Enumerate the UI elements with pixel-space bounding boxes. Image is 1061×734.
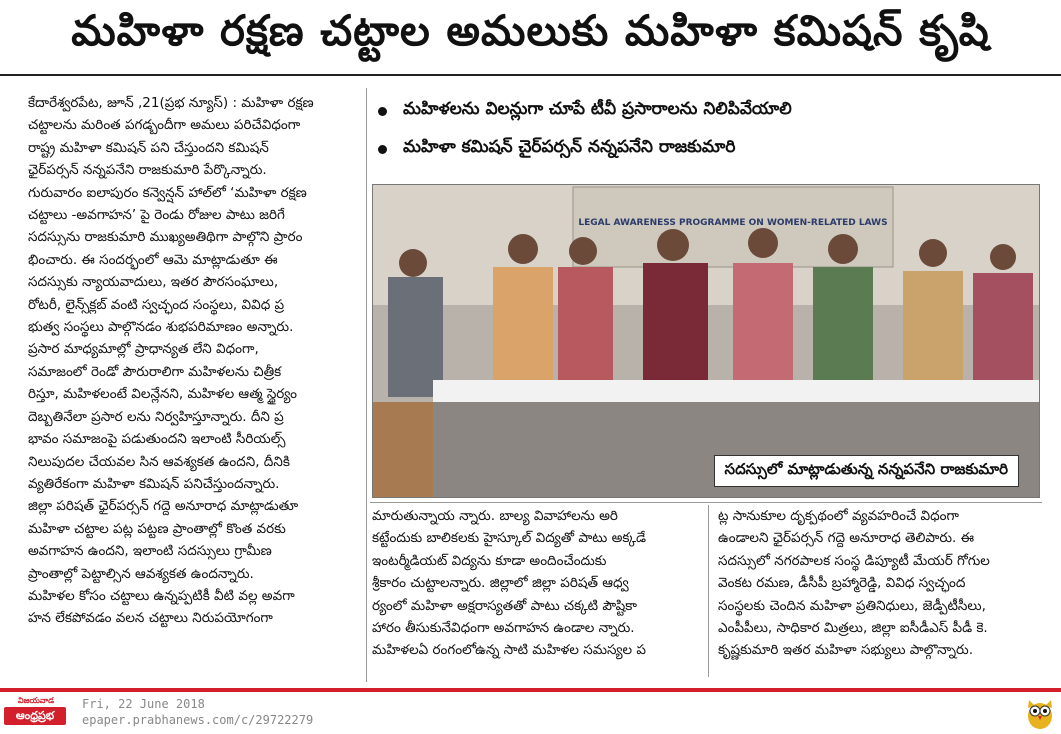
article-column-1: [28, 92, 363, 630]
bullet-item: [370, 92, 1060, 130]
edition-date: Fri, 22 June 2018: [82, 697, 205, 711]
column-divider: [366, 88, 367, 682]
text-line: అవగాహన ఉందని, ఇలాంటి సదస్సులు గ్రామీణ: [28, 543, 272, 560]
text-line: ట్ల సానుకూల దృక్పథంలో వ్యవహరించే విధంగా: [718, 508, 959, 524]
text-line: సదస్సును రాజకుమారి ముఖ్యఅతిథిగా పాల్గొని ప్రారం: [28, 229, 303, 246]
text-line: మహిళలఏ రంగంలోఉన్న సాటి మహిళల సమస్యల ప: [372, 642, 646, 659]
headline-rule: [0, 74, 1061, 76]
text-line: చట్టాలు -అవగాహన’ పై రెండు రోజుల పాటు జరిగే: [28, 207, 285, 224]
text-line: శ్రీకారం చుట్టాలన్నారు. జిల్లాలో జిల్లా పరిషత్ ఆధ్వ: [372, 575, 629, 592]
logo-title: ఆంధ్రప్రభ: [4, 707, 66, 725]
text-line: కట్టేందుకు బాలికలకు హైస్కూల్ విద్యతో పాటు అక్కడే: [372, 530, 646, 547]
text-line: రాష్ట్ర మహిళా కమిషన్ పని చేస్తుందని కమిషన్: [28, 139, 269, 156]
bullet-text: మహిళా కమిషన్ చైర్‌పర్సన్ నన్నపనేని రాజకుమారి: [403, 137, 736, 157]
column-divider: [708, 505, 709, 677]
article-column-3: [718, 505, 1040, 662]
text-line: సమాజంలో రెండో పౌరురాలిగా మహిళలను చిత్రీక: [28, 363, 282, 380]
owl-mascot-icon: [1025, 694, 1055, 730]
epaper-footer: [0, 688, 1061, 734]
photo-banner-text: LEGAL AWARENESS PROGRAMME ON WOMEN-RELATED LAWS: [578, 218, 888, 228]
text-line: భావం సమాజంపై పడుతుందని ఇలాంటి సీరియల్స్: [28, 431, 286, 448]
text-line: హారం తీసుకునేవిధంగా అవగాహన ఉండాల న్నారు.: [372, 620, 635, 637]
text-line: ఇంటర్మీడియట్ విద్యను కూడా అందించేందుకు: [372, 552, 607, 569]
text-line: రిస్తూ, మహిళలంటే విలన్లేనని, మహిళల ఆత్మ స్థైర్యం: [28, 386, 298, 403]
text-line: మారుతున్నాయ న్నారు. బాల్య వివాహాలను అరి: [372, 508, 618, 524]
text-line: కేదారేశ్వరపేట, జూన్ ,21(ప్రభ న్యూస్) : మహిళా రక్షణ: [28, 95, 314, 111]
text-line: మహిళల కోసం చట్టాలు ఉన్నప్పటికీ వీటి వల్ల అవగా: [28, 587, 295, 604]
bullet-icon: [378, 145, 387, 154]
subheadline-bullets: [370, 92, 1060, 168]
text-line: గురువారం ఐలాపురం కన్వెన్షన్ హాల్‌లో ‘మహిళా రక్షణ: [28, 184, 307, 201]
text-line: హన లేకపోవడం వలన చట్టాలు నిరుపయోగంగా: [28, 610, 273, 627]
text-line: రోటరీ, లైన్స్‌క్లబ్ వంటి స్వచ్ఛంద సంస్థలు, వివిధ ప్ర: [28, 296, 285, 313]
text-line: ర్యంలో మహిళా అక్షరాస్యతతో పాటు చక్కటి పౌష్టికా: [372, 597, 637, 614]
text-line: వ్యతిరేకంగా మహిళా కమిషన్ పనిచేస్తుందన్నారు.: [28, 475, 280, 492]
article-column-2: [372, 505, 698, 662]
text-line: ఉండాలని ఛైర్‌పర్సన్ గద్దె అనూరాధ తెలిపారు. ఈ: [718, 530, 975, 547]
newspaper-logo: [4, 696, 68, 730]
text-line: ప్రాంతాల్లో పెట్టాల్సిన ఆవశ్యకత ఉందన్నారు.: [28, 565, 254, 582]
text-line: వెంకట రమణ, డీసీపీ బ్రహ్మారెడ్డి, వివిధ స్వచ్ఛంద: [718, 575, 966, 592]
headline: మహిళా రక్షణ చట్టాల అమలుకు మహిళా కమిషన్ కృషి: [71, 6, 990, 55]
text-line: సదస్సుకు న్యాయవాదులు, ఇతర పౌరసంఘాలు,: [28, 274, 279, 291]
text-line: దెబ్బతినేలా ప్రసార లను నిర్వహిస్తూన్నారు. దీని ప్ర: [28, 408, 284, 425]
bullet-icon: [378, 107, 387, 116]
text-line: ప్రసార మాధ్యమాల్లో ప్రాధాన్యత లేని విధంగా,: [28, 341, 259, 358]
text-line: ఎంపీపీలు, సాధికార మిత్రలు, జిల్లా ఐసీడీఎస్ పీడీ కె.: [718, 620, 988, 637]
photo-rule: [370, 502, 1042, 503]
text-line: సదస్సులో నగరపాలక సంస్థ డిప్యూటీ మేయర్ గోగుల: [718, 552, 990, 569]
text-line: జిల్లా పరిషత్ ఛైర్‌పర్సన్ గద్దె అనూరాధ మాట్లాడుతూ: [28, 498, 299, 515]
text-line: చట్టాలను మరింత పగడ్బందీగా అమలు పరిచేవిధంగా: [28, 117, 301, 134]
text-line: భించారు. ఈ సందర్భంలో ఆమె మాట్లాడుతూ ఈ: [28, 251, 278, 268]
text-line: భుత్వ సంస్థలు పాల్గొనడం శుభపరిమాణం అన్నారు.: [28, 319, 294, 336]
bullet-item: [370, 130, 1060, 168]
logo-city: విజయవాడ: [17, 696, 55, 705]
text-line: ఛైర్‌పర్సన్ నన్నపనేని రాజకుమారి పేర్కొన్నారు.: [28, 162, 267, 179]
text-line: నిలుపుదల చేయవల సిన ఆవశ్యకత ఉందని, దీనికి: [28, 453, 290, 470]
event-photo: [372, 184, 1040, 498]
bullet-text: మహిళలను విలన్లుగా చూపే టీవీ ప్రసారాలను నిలిపివేయాలి: [403, 99, 792, 119]
photo-illustration: [373, 185, 1039, 497]
text-line: కృష్ణకుమారి ఇతర మహిళా సభ్యులు పాల్గొన్నారు.: [718, 642, 974, 659]
footer-info: [82, 696, 313, 728]
photo-caption: సదస్సులో మాట్లాడుతున్న నన్నపనేని రాజకుమారి: [714, 455, 1019, 487]
text-line: సంస్థలకు చెందిన మహిళా ప్రతినిధులు, జెడ్పీటీసీలు,: [718, 597, 986, 614]
text-line: మహిళా చట్టాల పట్ల పట్టణ ప్రాంతాల్లో కొంత వరకు: [28, 520, 286, 537]
epaper-url[interactable]: epaper.prabhanews.com/c/29722279: [82, 713, 314, 727]
